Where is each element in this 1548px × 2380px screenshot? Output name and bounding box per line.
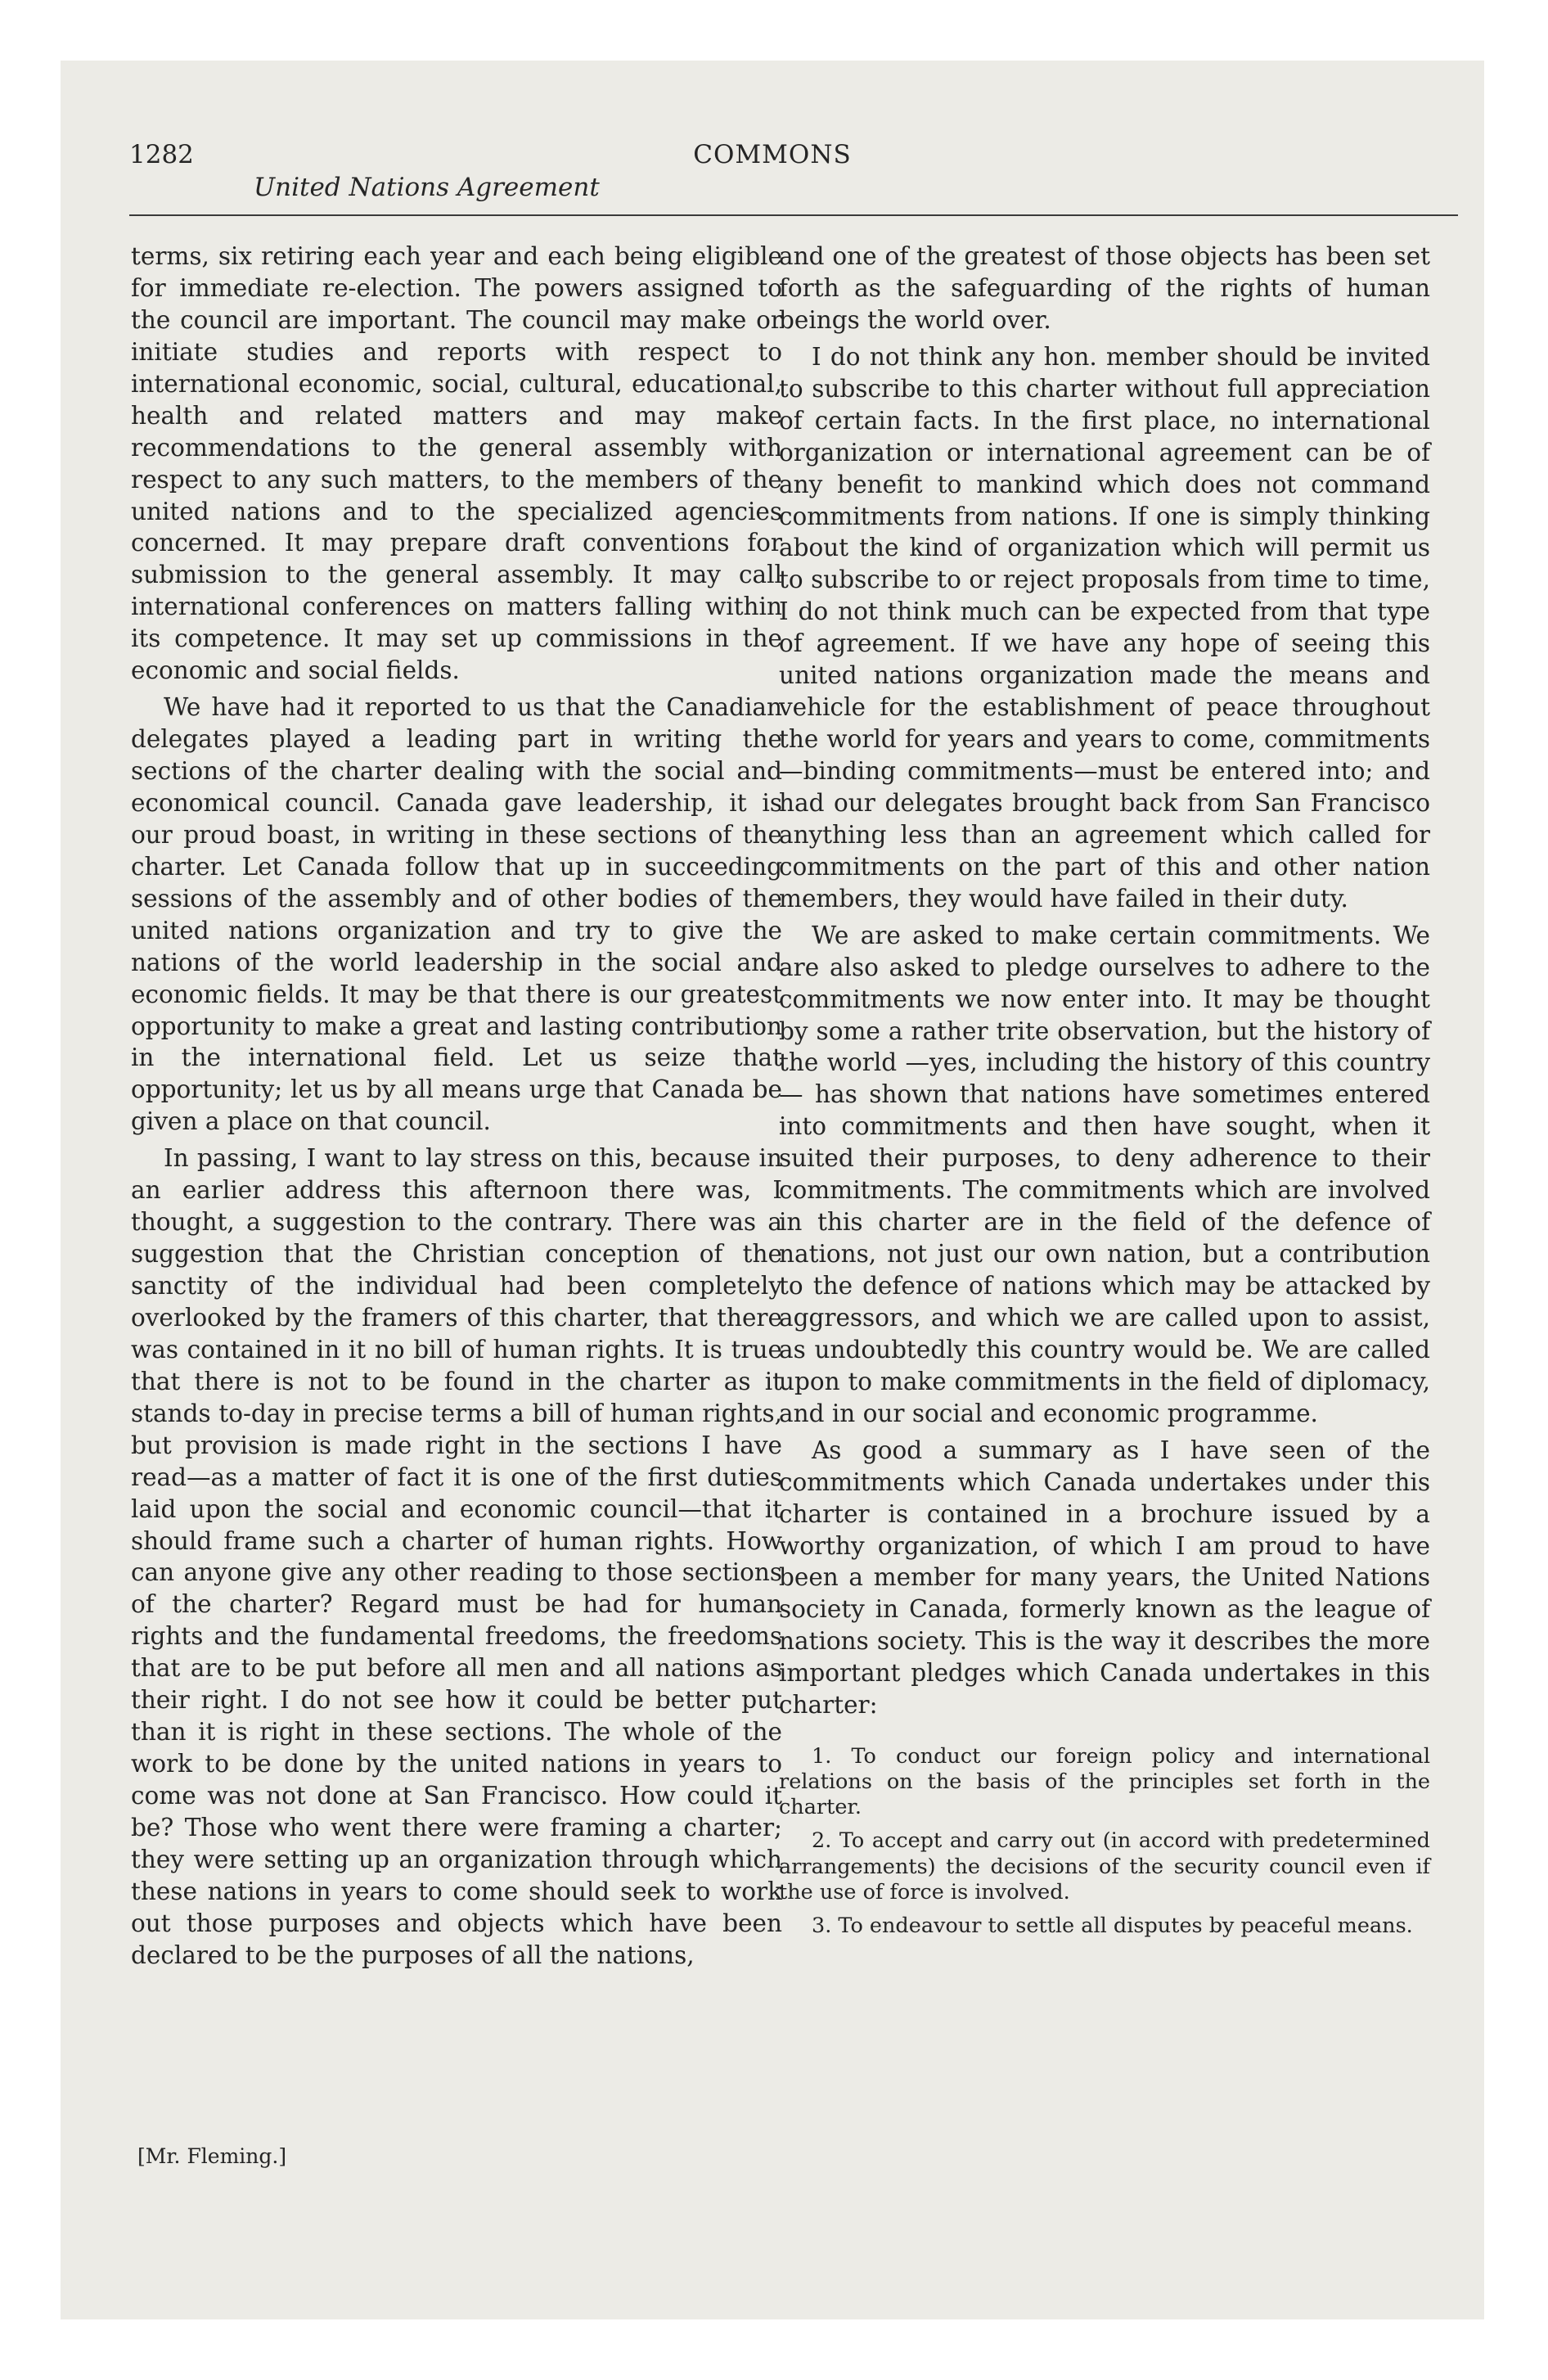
- pledge-item: 2. To accept and carry out (in accord with predetermined arrangements) the decisions of the security council even if the use of force is involved.: [779, 1828, 1430, 1904]
- running-head: COMMONS: [693, 140, 852, 169]
- speaker-attribution: [Mr. Fleming.]: [137, 2144, 287, 2168]
- pledge-list: [779, 1744, 1430, 1939]
- paragraph: As good a summary as I have seen of the commitments which Canada undertakes under this charter is contained in a brochure issued by a worthy organization, of which I am proud to have been a member for many years, the United Nations society in Canada, formerly known as the league of nations society. This is the way it describes the more important pledges which Canada undertakes in this charter:: [779, 1436, 1430, 1720]
- paragraph: terms, six retiring each year and each being eligible for immediate re-election. The powers assigned to the council are important. The council may make or initiate studies and reports with respect to international economic, social, cultural, educational, health and related matters and may make recommendations to the general assembly with respect to any such matters, to the members of the united nations and to the specialized agencies concerned. It may prepare draft conventions for submission to the general assembly. It may call international conferences on matters falling within its competence. It may set up commissions in the economic and social fields.: [131, 242, 782, 685]
- paragraph: In passing, I want to lay stress on this, because in an earlier address this afternoon there was, I thought, a suggestion to the contrary. There was a suggestion that the Christian conception of the sanctity of the individual had been completely overlooked by the framers of this charter, that there was contained in it no bill of human rights. It is true that there is not to be found in the charter as it stands to-day in precise terms a bill of human rights, but provision is made right in the sections I have read—as a matter of fact it is one of the first duties laid upon the social and economic council—that it should frame such a charter of human rights. How can anyone give any other reading to those sections of the charter? Regard must be had for human rights and the fundamental freedoms, the freedoms that are to be put before all men and all nations as their right. I do not see how it could be better put than it is right in these sections. The whole of the work to be done by the united nations in years to come was not done at San Francisco. How could it be? Those who went there were framing a charter; they were setting up an organization through which these nations in years to come should seek to work out those purposes and objects which have been declared to be the purposes of all the nations,: [131, 1144, 782, 1969]
- left-column: [131, 241, 782, 1972]
- page-number: 1282: [129, 140, 194, 169]
- paragraph: I do not think any hon. member should be invited to subscribe to this charter without full appreciation of certain facts. In the first place, no international organization or international agreement can be of any benefit to mankind which does not command commitments from nations. If one is simply thinking about the kind of organization which will permit us to subscribe to or reject proposals from time to time, I do not think much can be expected from that type of agreement. If we have any hope of seeing this united nations organization made the means and vehicle for the establishment of peace throughout the world for years and years to come, commitments—binding commitments—must be entered into; and had our delegates brought back from San Francisco anything less than an agreement which called for commitments on the part of this and other nation members, they would have failed in their duty.: [779, 342, 1430, 913]
- paragraph: and one of the greatest of those objects has been set forth as the safeguarding of the rights of human beings the world over.: [779, 242, 1430, 334]
- pledge-item: 3. To endeavour to settle all disputes by peaceful means.: [812, 1913, 1413, 1938]
- header-rule: [129, 214, 1458, 216]
- paragraph: We have had it reported to us that the Canadian delegates played a leading part in writing the sections of the charter dealing with the social and economical council. Canada gave leadership, it is our proud boast, in writing in these sections of the charter. Let Canada follow that up in succeeding sessions of the assembly and of other bodies of the united nations organization and try to give the nations of the world leadership in the social and economic fields. It may be that there is our greatest opportunity to make a great and lasting contribution in the international field. Let us seize that opportunity; let us by all means urge that Canada be given a place on that council.: [131, 693, 782, 1136]
- pledge-item: 1. To conduct our foreign policy and international relations on the basis of the principles set forth in the charter.: [779, 1744, 1430, 1820]
- section-title: United Nations Agreement: [254, 173, 600, 202]
- page-sheet: [61, 61, 1484, 2319]
- paragraph: We are asked to make certain commitments. We are also asked to pledge ourselves to adhere to the commitments we now enter into. It may be thought by some a rather trite observation, but the history of the world —yes, including the history of this country— has shown that nations have sometimes entered into commitments and then have sought, when it suited their purposes, to deny adherence to their commitments. The commitments which are involved in this charter are in the field of the defence of nations, not just our own nation, but a contribution to the defence of nations which may be attacked by aggressors, and which we are called upon to assist, as undoubtedly this country would be. We are called upon to make commitments in the field of diplomacy, and in our social and economic programme.: [779, 921, 1430, 1427]
- right-column: [779, 241, 1430, 1939]
